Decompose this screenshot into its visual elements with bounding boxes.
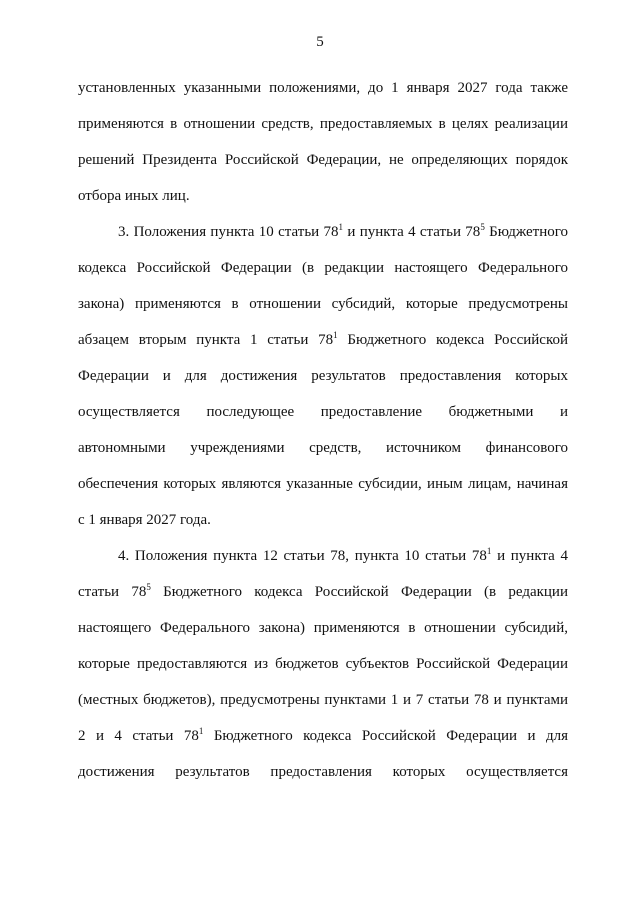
text-segment: 2 и 4 статьи 78 xyxy=(78,728,199,744)
text-segment: Бюджетного кодекса Российской xyxy=(337,332,568,348)
text-line: с 1 января 2027 года. xyxy=(78,512,211,528)
superscript: 1 xyxy=(333,330,338,340)
text-line: осуществляется последующее предоставление бюджетными и xyxy=(78,404,568,420)
text-segment: статьи 78 xyxy=(78,584,147,600)
text-line: автономными учреждениями средств, источником финансового xyxy=(78,440,568,456)
text-line: настоящего Федерального закона) применяются в отношении субсидий, xyxy=(78,620,568,636)
superscript: 1 xyxy=(198,726,204,736)
text-line: кодекса Российской Федерации (в редакции настоящего Федерального xyxy=(78,260,568,276)
text-line: закона) применяются в отношении субсидий, которые предусмотрены xyxy=(78,296,568,312)
text-line xyxy=(118,222,568,242)
text-segment: 4. Положения пункта 12 статьи 78, пункта 10 статьи 78 xyxy=(118,548,487,564)
superscript: 5 xyxy=(146,582,151,592)
text-line xyxy=(118,546,568,566)
text-line: которые предоставляются из бюджетов субъектов Российской Федерации xyxy=(78,656,568,672)
text-segment: и пункта 4 статьи 78 xyxy=(343,224,481,240)
text-segment: Бюджетного xyxy=(484,224,569,240)
text-line: Федерации и для достижения результатов предоставления которых xyxy=(78,368,568,384)
superscript: 1 xyxy=(486,546,492,556)
text-line: установленных указанными положениями, до 1 января 2027 года также xyxy=(78,80,568,96)
text-segment: Бюджетного кодекса Российской Федерации и для xyxy=(203,728,568,744)
text-line xyxy=(78,582,568,602)
text-segment: Бюджетного кодекса Российской Федерации (в редакции xyxy=(150,584,568,600)
text-line: решений Президента Российской Федерации, не определяющих порядок xyxy=(78,152,568,168)
superscript: 1 xyxy=(338,222,344,232)
text-segment: абзацем вторым пункта 1 статьи 78 xyxy=(78,332,334,348)
text-line xyxy=(78,726,568,746)
text-line xyxy=(78,330,568,350)
text-line: достижения результатов предоставления которых осуществляется xyxy=(78,764,568,780)
page-number: 5 xyxy=(316,34,324,50)
text-line: применяются в отношении средств, предоставляемых в целях реализации xyxy=(78,116,568,132)
text-segment: 3. Положения пункта 10 статьи 78 xyxy=(118,224,339,240)
text-line: отбора иных лиц. xyxy=(78,188,190,204)
text-line: (местных бюджетов), предусмотрены пунктами 1 и 7 статьи 78 и пунктами xyxy=(78,692,568,708)
superscript: 5 xyxy=(480,222,485,232)
text-line: обеспечения которых являются указанные субсидии, иным лицам, начиная xyxy=(78,476,568,492)
text-segment: и пункта 4 xyxy=(491,548,568,564)
